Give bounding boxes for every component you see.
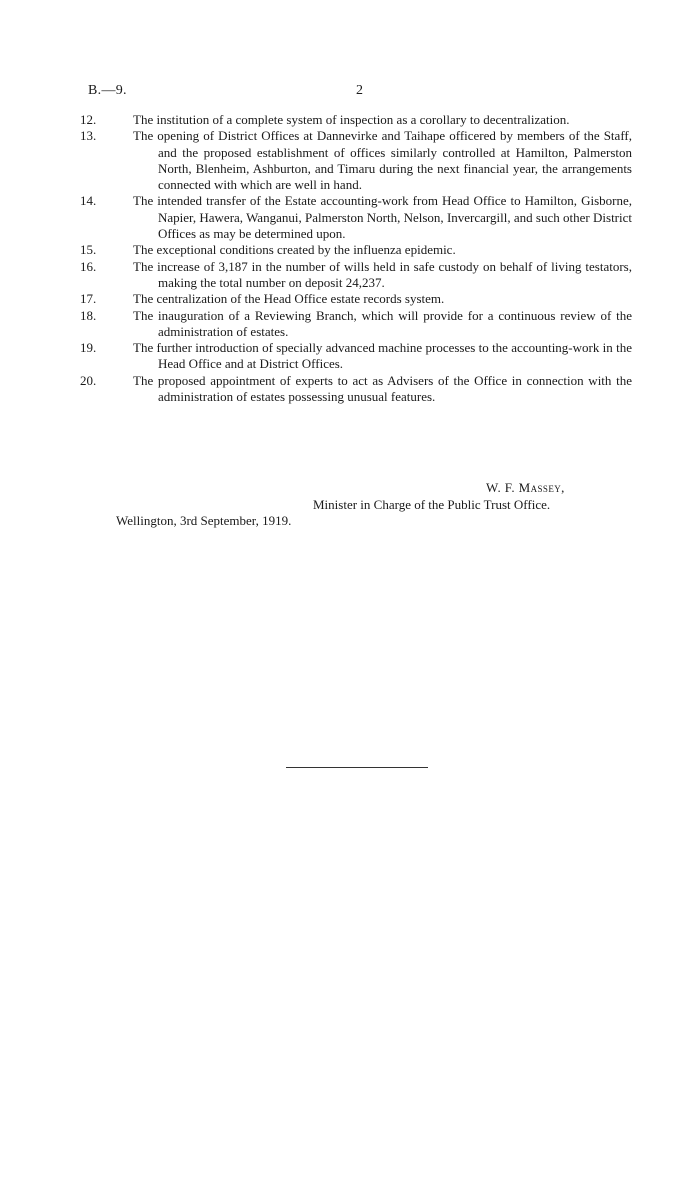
list-item — [0, 259, 700, 292]
place-and-date: Wellington, 3rd September, 1919. — [116, 513, 292, 528]
item-number: 12. — [80, 112, 97, 127]
item-text: The institution of a complete system of inspection as a corollary to decentralization. — [133, 112, 570, 127]
page-reference: B.—9. — [88, 83, 127, 98]
numbered-list — [0, 112, 700, 405]
item-text: The intended transfer of the Estate accounting-work from Head Office to Hamilton, Gisborne, Napier, Hawera, Wanganui, Palmerston North, Nelson, Invercargill, and such other District Offices as may be determined upon. — [133, 193, 632, 242]
signature-title: Minister in Charge of the Public Trust Office. — [313, 497, 551, 512]
signature-name-text: W. F. Massey, — [486, 480, 565, 495]
list-item — [0, 373, 700, 406]
item-text: The increase of 3,187 in the number of wills held in safe custody on behalf of living testators, making the total number on deposit 24,237. — [133, 258, 632, 290]
page-number: 2 — [356, 83, 363, 98]
list-item — [0, 112, 700, 128]
list-item — [0, 340, 700, 373]
item-text: The inauguration of a Reviewing Branch, which will provide for a continuous review of the administration of estates. — [133, 307, 632, 339]
list-item — [0, 242, 700, 258]
item-number: 19. — [80, 340, 97, 356]
item-number: 20. — [80, 372, 97, 388]
item-text: The centralization of the Head Office estate records system. — [133, 291, 445, 307]
item-number: 14. — [80, 193, 97, 209]
end-rule — [286, 767, 428, 768]
item-text: The exceptional conditions created by the influenza epidemic. — [133, 242, 456, 258]
list-item — [0, 291, 700, 307]
list-item — [0, 308, 700, 341]
item-number: 13. — [80, 128, 97, 144]
list-item — [0, 193, 700, 242]
item-text: The proposed appointment of experts to act as Advisers of the Office in connection with the administration of estates possessing unusual features. — [133, 372, 632, 405]
signature-name — [486, 480, 565, 496]
item-number: 16. — [80, 258, 97, 274]
item-number: 18. — [80, 307, 97, 323]
item-number: 17. — [80, 291, 97, 307]
list-item — [0, 128, 700, 193]
item-text: The opening of District Offices at Dannevirke and Taihape officered by members of the Staff, and the proposed establishment of offices similarly controlled at Hamilton, Palmerston North, Blenheim, Ashburton, and Timaru during the next financial year, the arrangements connected with which are well in hand. — [133, 128, 632, 193]
item-text: The further introduction of specially advanced machine processes to the accounting-work in the Head Office and at District Offices. — [133, 340, 632, 372]
item-number: 15. — [80, 242, 97, 258]
